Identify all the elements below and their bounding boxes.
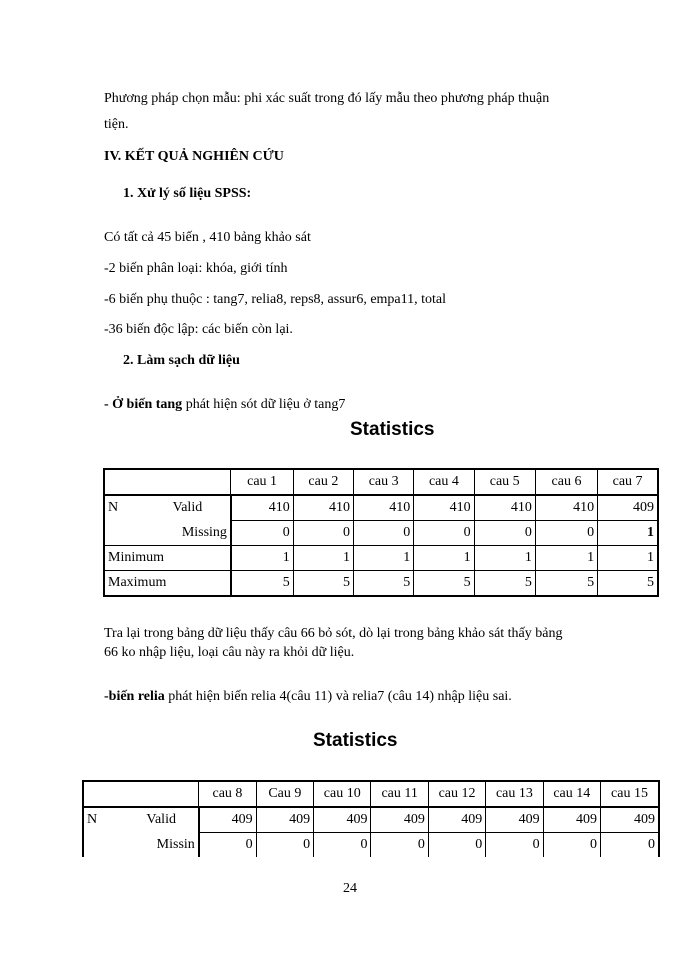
table-cell: 409 (371, 807, 428, 833)
row-label (83, 833, 143, 858)
subheading-cleaning: 2. Làm sạch dữ liệu (123, 353, 240, 368)
row-label: Maximum (104, 571, 170, 597)
column-header: cau 12 (428, 781, 485, 807)
table-cell: 410 (293, 495, 353, 521)
table-cell: 0 (535, 521, 597, 546)
table-cell: 5 (293, 571, 353, 597)
table-cell: 1 (231, 546, 293, 571)
table1-title: Statistics (350, 419, 435, 440)
table-cell: 410 (535, 495, 597, 521)
table2-title: Statistics (313, 730, 398, 751)
table-cell: 409 (428, 807, 485, 833)
column-header: cau 3 (354, 469, 414, 495)
table-cell: 0 (601, 833, 659, 858)
variables-summary: Có tất cả 45 biến , 410 bảng khảo sát (104, 230, 311, 245)
table-cell: 410 (231, 495, 293, 521)
table-cell: 409 (598, 495, 658, 521)
table-row (104, 546, 658, 571)
table-cell: 409 (486, 807, 543, 833)
dependent-variables: -6 biến phụ thuộc : tang7, relia8, reps8, assur6, empa11, total (104, 292, 447, 307)
row-label: Minimum (104, 546, 170, 571)
table-cell: 409 (601, 807, 659, 833)
table-row (104, 521, 658, 546)
column-header: cau 10 (314, 781, 371, 807)
row-label: N (83, 807, 143, 833)
table-row (83, 807, 659, 833)
table-cell: 0 (199, 833, 256, 858)
table-cell: 409 (199, 807, 256, 833)
table-cell: 0 (543, 833, 600, 858)
table-cell: 1 (414, 546, 474, 571)
column-header: cau 5 (474, 469, 535, 495)
column-header: cau 4 (414, 469, 474, 495)
table-row (104, 571, 658, 597)
table-cell: 409 (314, 807, 371, 833)
categorical-variables: -2 biến phân loại: khóa, giới tính (104, 261, 288, 276)
table-corner (104, 469, 231, 495)
table-cell: 0 (371, 833, 428, 858)
method-paragraph-line-2: tiện. (104, 117, 129, 132)
column-header: cau 8 (199, 781, 256, 807)
column-header: Cau 9 (256, 781, 313, 807)
table-cell: 0 (354, 521, 414, 546)
table-cell: 409 (256, 807, 313, 833)
table-header-row (104, 469, 658, 495)
section-heading: IV. KẾT QUẢ NGHIÊN CỨU (104, 149, 284, 164)
row-label (104, 521, 170, 546)
row-label: N (104, 495, 170, 521)
relia-note-text: phát hiện biến relia 4(câu 11) và relia7 (câu 14) nhập liệu sai. (164, 689, 512, 704)
table-cell: 1 (293, 546, 353, 571)
table-row (83, 833, 659, 858)
table-cell: 5 (354, 571, 414, 597)
table-cell: 0 (293, 521, 353, 546)
row-sublabel (170, 571, 231, 597)
subheading-spss: 1. Xử lý số liệu SPSS: (123, 186, 252, 201)
page-number: 24 (343, 881, 357, 896)
table-cell: 1 (354, 546, 414, 571)
table-row (104, 495, 658, 521)
table-cell: 1 (474, 546, 535, 571)
table-cell: 1 (598, 546, 658, 571)
statistics-table-1 (103, 468, 659, 597)
table-cell: 410 (474, 495, 535, 521)
table-cell: 5 (474, 571, 535, 597)
table-cell: 5 (598, 571, 658, 597)
column-header: cau 14 (543, 781, 600, 807)
retrace-paragraph-line-1: Tra lại trong bảng dữ liệu thấy câu 66 bỏ sót, dò lại trong bảng khảo sát thấy bảng (104, 626, 563, 641)
table-cell: 0 (428, 833, 485, 858)
tang-note-text: phát hiện sót dữ liệu ở tang7 (182, 397, 346, 412)
row-sublabel: Valid (143, 807, 198, 833)
table-cell: 0 (256, 833, 313, 858)
table-cell: 410 (414, 495, 474, 521)
column-header: cau 6 (535, 469, 597, 495)
table-cell: 5 (414, 571, 474, 597)
column-header: cau 11 (371, 781, 428, 807)
table-header-row (83, 781, 659, 807)
column-header: cau 1 (231, 469, 293, 495)
table-cell: 0 (231, 521, 293, 546)
table-cell: 409 (543, 807, 600, 833)
method-paragraph-line-1: Phương pháp chọn mẫu: phi xác suất trong đó lấy mẫu theo phương pháp thuận (104, 91, 550, 106)
statistics-table-2 (82, 780, 660, 857)
table-cell: 5 (231, 571, 293, 597)
relia-note-bold: -biến relia (104, 689, 165, 704)
column-header: cau 15 (601, 781, 659, 807)
table-cell: 5 (535, 571, 597, 597)
table-cell: 0 (314, 833, 371, 858)
column-header: cau 2 (293, 469, 353, 495)
table-cell: 410 (354, 495, 414, 521)
row-sublabel: Valid (170, 495, 231, 521)
table-cell: 0 (414, 521, 474, 546)
table-cell: 0 (486, 833, 543, 858)
independent-variables: -36 biến độc lập: các biến còn lại. (104, 322, 293, 337)
tang-note-bold: - Ở biến tang (104, 397, 183, 412)
column-header: cau 13 (486, 781, 543, 807)
row-sublabel: Missin (143, 833, 198, 858)
table-cell: 1 (535, 546, 597, 571)
table-cell-highlight: 1 (598, 521, 658, 546)
row-sublabel (170, 546, 231, 571)
table-corner (83, 781, 199, 807)
tang-note (104, 397, 345, 413)
relia-note (104, 689, 512, 705)
retrace-paragraph-line-2: 66 ko nhập liệu, loại câu này ra khỏi dữ liệu. (104, 645, 355, 660)
column-header: cau 7 (598, 469, 658, 495)
row-sublabel: Missing (170, 521, 231, 546)
table-cell: 0 (474, 521, 535, 546)
